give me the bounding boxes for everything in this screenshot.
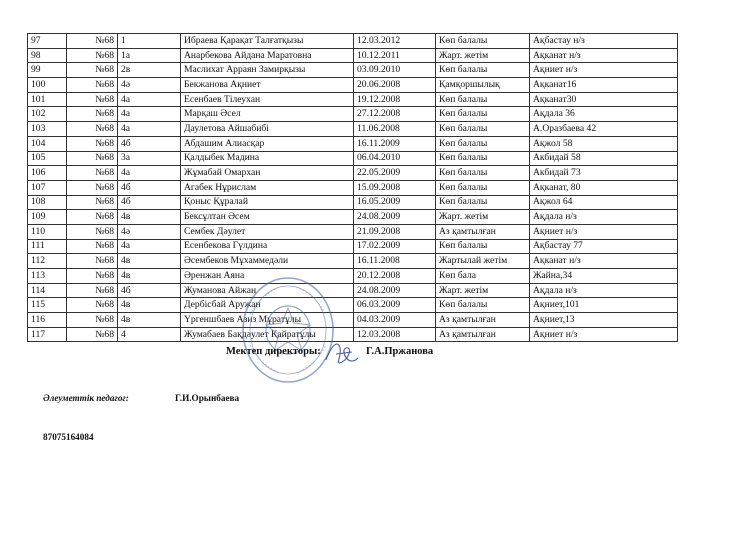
row-number-cell: 103 (28, 122, 67, 137)
birth-date-cell: 27.12.2008 (354, 107, 436, 122)
student-name-cell: Әренжан Аяна (181, 269, 354, 284)
category-cell: Қамқоршылық (436, 78, 530, 93)
category-cell: Аз қамтылған (436, 313, 530, 328)
address-cell: Ақниет н/з (530, 224, 678, 239)
birth-date-cell: 24.08.2009 (354, 283, 436, 298)
address-cell: Ақдала 36 (530, 107, 678, 122)
row-number-cell: 97 (28, 34, 67, 49)
row-number-cell: 114 (28, 283, 67, 298)
table-row (28, 195, 678, 210)
class-cell: 2в (118, 63, 181, 78)
address-cell: Ақканат, 80 (530, 180, 678, 195)
birth-date-cell: 06.03.2009 (354, 298, 436, 313)
school-cell: №68 (67, 239, 118, 254)
contact-phone: 87075164084 (43, 432, 94, 442)
address-cell: Ақбастау 77 (530, 239, 678, 254)
birth-date-cell: 11.06.2008 (354, 122, 436, 137)
class-cell: 1а (118, 48, 181, 63)
category-cell: Көп балалы (436, 180, 530, 195)
birth-date-cell: 06.04.2010 (354, 151, 436, 166)
school-cell: №68 (67, 151, 118, 166)
class-cell: 4ә (118, 224, 181, 239)
category-cell: Көп балалы (436, 136, 530, 151)
student-name-cell: Бекжанова Ақниет (181, 78, 354, 93)
director-name: Г.А.Пржанова (366, 346, 434, 357)
category-cell: Көп балалы (436, 166, 530, 181)
address-cell: Ақниет,13 (530, 313, 678, 328)
school-cell: №68 (67, 34, 118, 49)
address-cell: Акбидай 58 (530, 151, 678, 166)
address-cell: Ақканат16 (530, 78, 678, 93)
address-cell: Ақбастау н/з (530, 34, 678, 49)
school-cell: №68 (67, 180, 118, 195)
class-cell: 4а (118, 92, 181, 107)
category-cell: Көп балалы (436, 34, 530, 49)
birth-date-cell: 12.03.2012 (354, 34, 436, 49)
row-number-cell: 101 (28, 92, 67, 107)
table-row (28, 224, 678, 239)
student-name-cell: Даулетова Айшабибі (181, 122, 354, 137)
category-cell: Жарт. жетім (436, 210, 530, 225)
table-row (28, 78, 678, 93)
class-cell: 4б (118, 283, 181, 298)
birth-date-cell: 22.05.2009 (354, 166, 436, 181)
class-cell: 4б (118, 195, 181, 210)
category-cell: Көп балалы (436, 107, 530, 122)
class-cell: 4ә (118, 78, 181, 93)
address-cell: Ақжол 58 (530, 136, 678, 151)
address-cell: Ақниет н/з (530, 327, 678, 342)
class-cell: 4а (118, 107, 181, 122)
address-cell: Ақжол 64 (530, 195, 678, 210)
school-cell: №68 (67, 48, 118, 63)
category-cell: Жарт. жетім (436, 48, 530, 63)
row-number-cell: 104 (28, 136, 67, 151)
school-cell: №68 (67, 210, 118, 225)
address-cell: Ақниет,101 (530, 298, 678, 313)
school-cell: №68 (67, 92, 118, 107)
school-cell: №68 (67, 269, 118, 284)
row-number-cell: 115 (28, 298, 67, 313)
student-name-cell: Анарбекова Айдана Маратовна (181, 48, 354, 63)
school-cell: №68 (67, 136, 118, 151)
table-row (28, 48, 678, 63)
school-cell: №68 (67, 313, 118, 328)
class-cell: 4в (118, 210, 181, 225)
class-cell: 4а (118, 239, 181, 254)
birth-date-cell: 12.03.2008 (354, 327, 436, 342)
handwritten-signature (322, 338, 362, 372)
category-cell: Көп балалы (436, 151, 530, 166)
address-cell: Жайна,34 (530, 269, 678, 284)
students-table-body (28, 34, 678, 342)
address-cell: А.Оразбаева 42 (530, 122, 678, 137)
row-number-cell: 113 (28, 269, 67, 284)
category-cell: Көп бала (436, 269, 530, 284)
class-cell: 4в (118, 269, 181, 284)
student-name-cell: Жумабаев Бақдәулет Қайратұлы (181, 327, 354, 342)
class-cell: 1 (118, 34, 181, 49)
birth-date-cell: 15.09.2008 (354, 180, 436, 195)
student-name-cell: Жуманова Айжан (181, 283, 354, 298)
school-cell: №68 (67, 107, 118, 122)
school-cell: №68 (67, 283, 118, 298)
table-row (28, 166, 678, 181)
student-name-cell: Есенбаев Тілеухан (181, 92, 354, 107)
student-name-cell: Марқаш Әсел (181, 107, 354, 122)
table-row (28, 151, 678, 166)
category-cell: Көп балалы (436, 195, 530, 210)
table-row (28, 254, 678, 269)
table-row (28, 298, 678, 313)
birth-date-cell: 20.12.2008 (354, 269, 436, 284)
category-cell: Көп балалы (436, 239, 530, 254)
birth-date-cell: 19.12.2008 (354, 92, 436, 107)
birth-date-cell: 04.03.2009 (354, 313, 436, 328)
address-cell: Ақдала н/з (530, 210, 678, 225)
birth-date-cell: 10.12.2011 (354, 48, 436, 63)
table-row (28, 63, 678, 78)
student-name-cell: Ибраева Қарақат Талғатқызы (181, 34, 354, 49)
birth-date-cell: 16.05.2009 (354, 195, 436, 210)
school-cell: №68 (67, 298, 118, 313)
row-number-cell: 116 (28, 313, 67, 328)
school-cell: №68 (67, 63, 118, 78)
row-number-cell: 102 (28, 107, 67, 122)
student-name-cell: Дербісбай Аружан (181, 298, 354, 313)
birth-date-cell: 24.08.2009 (354, 210, 436, 225)
birth-date-cell: 21.09.2008 (354, 224, 436, 239)
table-row (28, 34, 678, 49)
birth-date-cell: 16.11.2009 (354, 136, 436, 151)
address-cell: Ақдала н/з (530, 283, 678, 298)
row-number-cell: 112 (28, 254, 67, 269)
students-table (27, 33, 678, 342)
class-cell: 4 (118, 327, 181, 342)
table-row (28, 122, 678, 137)
category-cell: Аз қамтылған (436, 327, 530, 342)
class-cell: 4в (118, 298, 181, 313)
student-name-cell: Абдашим Алиасқар (181, 136, 354, 151)
address-cell: Акбидай 73 (530, 166, 678, 181)
student-name-cell: Есенбекова Гүлдина (181, 239, 354, 254)
category-cell: Жарт. жетім (436, 283, 530, 298)
row-number-cell: 109 (28, 210, 67, 225)
table-row (28, 92, 678, 107)
student-name-cell: Қоныс Құралай (181, 195, 354, 210)
category-cell: Аз қамтылған (436, 224, 530, 239)
school-cell: №68 (67, 327, 118, 342)
student-name-cell: Әсембеков Мұхаммедәли (181, 254, 354, 269)
table-row (28, 239, 678, 254)
address-cell: Ақканат н/з (530, 48, 678, 63)
student-name-cell: Бексұлтан Әсем (181, 210, 354, 225)
student-name-cell: Қалдыбек Мадина (181, 151, 354, 166)
school-cell: №68 (67, 122, 118, 137)
address-cell: Ақниет н/з (530, 63, 678, 78)
class-cell: 4в (118, 313, 181, 328)
birth-date-cell: 03.09.2010 (354, 63, 436, 78)
table-row (28, 283, 678, 298)
school-cell: №68 (67, 166, 118, 181)
birth-date-cell: 17.02.2009 (354, 239, 436, 254)
address-cell: Ақканат н/з (530, 254, 678, 269)
school-cell: №68 (67, 254, 118, 269)
birth-date-cell: 20.06.2008 (354, 78, 436, 93)
class-cell: 4в (118, 254, 181, 269)
row-number-cell: 105 (28, 151, 67, 166)
table-row (28, 313, 678, 328)
class-cell: 4а (118, 122, 181, 137)
table-row (28, 180, 678, 195)
birth-date-cell: 16.11.2008 (354, 254, 436, 269)
student-name-cell: Үргеншбаев Азиз Мұратұлы (181, 313, 354, 328)
row-number-cell: 111 (28, 239, 67, 254)
class-cell: 3а (118, 151, 181, 166)
row-number-cell: 100 (28, 78, 67, 93)
table-row (28, 269, 678, 284)
class-cell: 4б (118, 136, 181, 151)
row-number-cell: 107 (28, 180, 67, 195)
category-cell: Көп балалы (436, 63, 530, 78)
student-name-cell: Сембек Дәулет (181, 224, 354, 239)
row-number-cell: 110 (28, 224, 67, 239)
category-cell: Жартылай жетім (436, 254, 530, 269)
class-cell: 4а (118, 166, 181, 181)
school-cell: №68 (67, 195, 118, 210)
school-cell: №68 (67, 224, 118, 239)
category-cell: Көп балалы (436, 298, 530, 313)
row-number-cell: 117 (28, 327, 67, 342)
table-row (28, 136, 678, 151)
category-cell: Көп балалы (436, 122, 530, 137)
director-label: Мектеп директоры: (226, 346, 321, 357)
student-name-cell: Маслихат Арраян Замирқызы (181, 63, 354, 78)
table-row (28, 210, 678, 225)
table-row (28, 107, 678, 122)
social-pedagogue-name: Г.И.Орынбаева (175, 393, 240, 403)
row-number-cell: 106 (28, 166, 67, 181)
class-cell: 4б (118, 180, 181, 195)
school-cell: №68 (67, 78, 118, 93)
address-cell: Ақканат30 (530, 92, 678, 107)
student-name-cell: Агабек Нұрислам (181, 180, 354, 195)
row-number-cell: 108 (28, 195, 67, 210)
row-number-cell: 99 (28, 63, 67, 78)
student-name-cell: Жұмабай Омархан (181, 166, 354, 181)
social-pedagogue-label: Әлеуметтік педагог: (43, 393, 129, 403)
category-cell: Көп балалы (436, 92, 530, 107)
row-number-cell: 98 (28, 48, 67, 63)
